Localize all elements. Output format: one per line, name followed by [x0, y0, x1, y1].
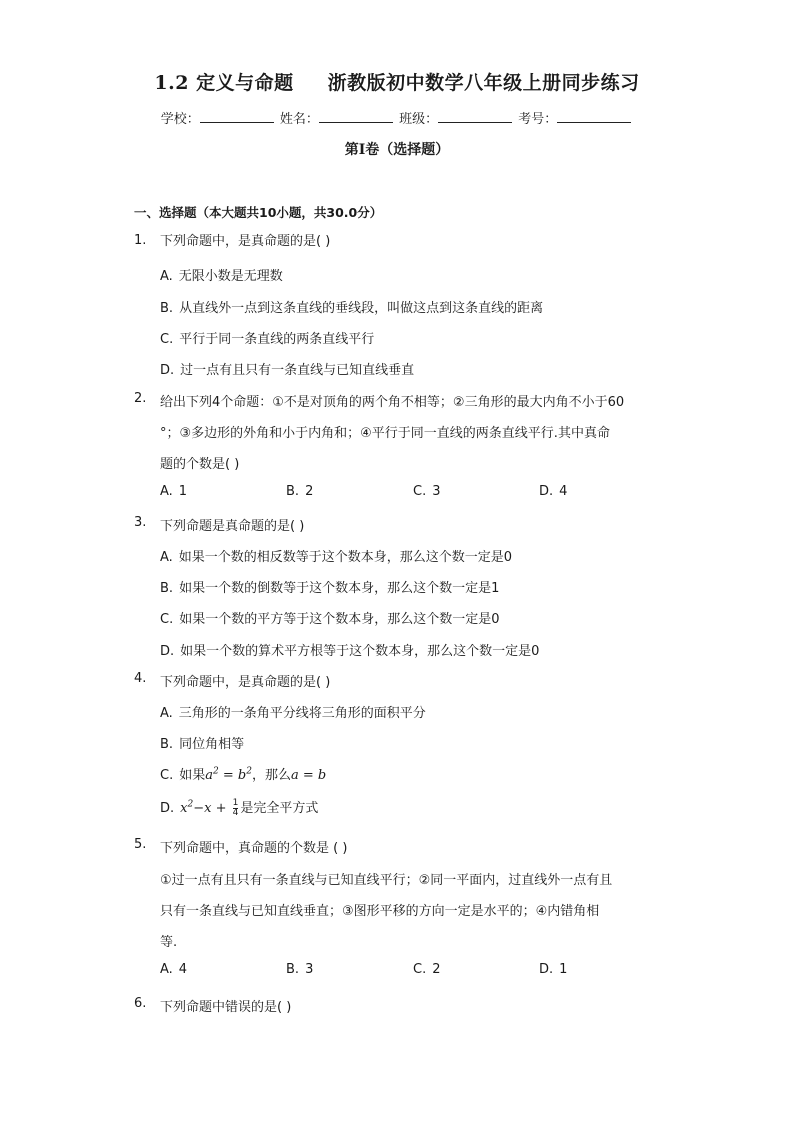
q4-option-b[interactable]: B. 同位角相等 [160, 737, 245, 752]
q4-option-a[interactable]: A. 三角形的一条角平分线将三角形的面积平分 [160, 706, 426, 721]
class-label: 班级： [399, 112, 439, 127]
q3-option-b[interactable]: B. 如果一个数的倒数等于这个数本身，那么这个数一定是1 [160, 581, 500, 596]
question-text: 下列命题是真命题的是( ) [160, 519, 305, 534]
question-text: 下列命题中错误的是( ) [160, 1000, 292, 1015]
q5-option-a[interactable]: A. 4 [160, 962, 188, 977]
equation-a-b: a = b [290, 768, 327, 783]
name-label: 姓名： [279, 112, 319, 127]
q2-option-c[interactable]: C. 3 [413, 484, 441, 499]
question-text: 下列命题中，真命题的个数是 ( ) [160, 841, 348, 856]
title-lesson: 1.2 定义与命题 [154, 72, 294, 94]
q1-option-b[interactable]: B. 从直线外一点到这条直线的垂线段，叫做这点到这条直线的距离 [160, 301, 544, 316]
q4-option-d[interactable]: D. $x^2-x$ + $\frac{1}{4}$ 是完全平方式 [160, 798, 319, 818]
q5-option-d[interactable]: D. 1 [539, 962, 568, 977]
q1-option-d[interactable]: D. 过一点有且只有一条直线与已知直线垂直 [160, 363, 415, 378]
question-text: 下列命题中，是真命题的是( ) [160, 234, 331, 249]
question-number: 2. [134, 391, 147, 406]
q1-option-c[interactable]: C. 平行于同一条直线的两条直线平行 [160, 332, 375, 347]
q2-option-a[interactable]: A. 1 [160, 484, 188, 499]
q4-option-c[interactable]: C. 如果$a^2 = b^2$，那么a = b [160, 766, 327, 783]
question-text: 下列命题中，是真命题的是( ) [160, 675, 331, 690]
q2-line-2: °；③多边形的外角和小于内角和；④平行于同一直线的两条直线平行.其中真命 [160, 426, 610, 441]
school-blank[interactable] [200, 110, 274, 123]
q1-option-a[interactable]: A. 无限小数是无理数 [160, 269, 283, 284]
polynomial-expression: $x^2-x$ + [180, 799, 231, 816]
q2-option-b[interactable]: B. 2 [286, 484, 314, 499]
number-label: 考号： [518, 112, 558, 127]
school-label: 学校： [160, 112, 200, 127]
q3-option-d[interactable]: D. 如果一个数的算术平方根等于这个数本身，那么这个数一定是0 [160, 644, 540, 659]
section-heading: 一、选择题（本大题共10小题，共30.0分） [134, 205, 383, 220]
q5-line-2: 只有一条直线与已知直线垂直；③图形平移的方向一定是水平的；④内错角相 [160, 904, 600, 919]
q5-option-b[interactable]: B. 3 [286, 962, 314, 977]
question-number: 4. [134, 671, 147, 686]
class-blank[interactable] [438, 110, 512, 123]
q5-line-3: 等. [160, 935, 178, 950]
page-title [0, 68, 794, 95]
q3-option-a[interactable]: A. 如果一个数的相反数等于这个数本身，那么这个数一定是0 [160, 550, 513, 565]
q2-option-d[interactable]: D. 4 [539, 484, 568, 499]
question-number: 6. [134, 996, 147, 1011]
q3-option-c[interactable]: C. 如果一个数的平方等于这个数本身，那么这个数一定是0 [160, 612, 500, 627]
name-blank[interactable] [319, 110, 393, 123]
q5-line-1: ①过一点有且只有一条直线与已知直线平行；②同一平面内，过直线外一点有且 [160, 873, 613, 888]
q5-option-c[interactable]: C. 2 [413, 962, 441, 977]
question-number: 5. [134, 837, 147, 852]
number-blank[interactable] [557, 110, 631, 123]
question-number: 1. [134, 233, 147, 248]
q2-line-3: 题的个数是( ) [160, 457, 240, 472]
q2-line-1: 给出下列4个命题：①不是对顶角的两个角不相等；②三角形的最大内角不小于60 [160, 395, 625, 410]
volume-heading: 第I卷（选择题） [344, 142, 450, 158]
question-number: 3. [134, 515, 147, 530]
title-book: 浙教版初中数学八年级上册同步练习 [327, 72, 640, 94]
fraction-one-quarter: $\frac{1}{4}$ [232, 798, 239, 818]
equation-a2-b2: $a^2 = b^2$ [205, 766, 252, 783]
student-info-row [0, 108, 794, 127]
